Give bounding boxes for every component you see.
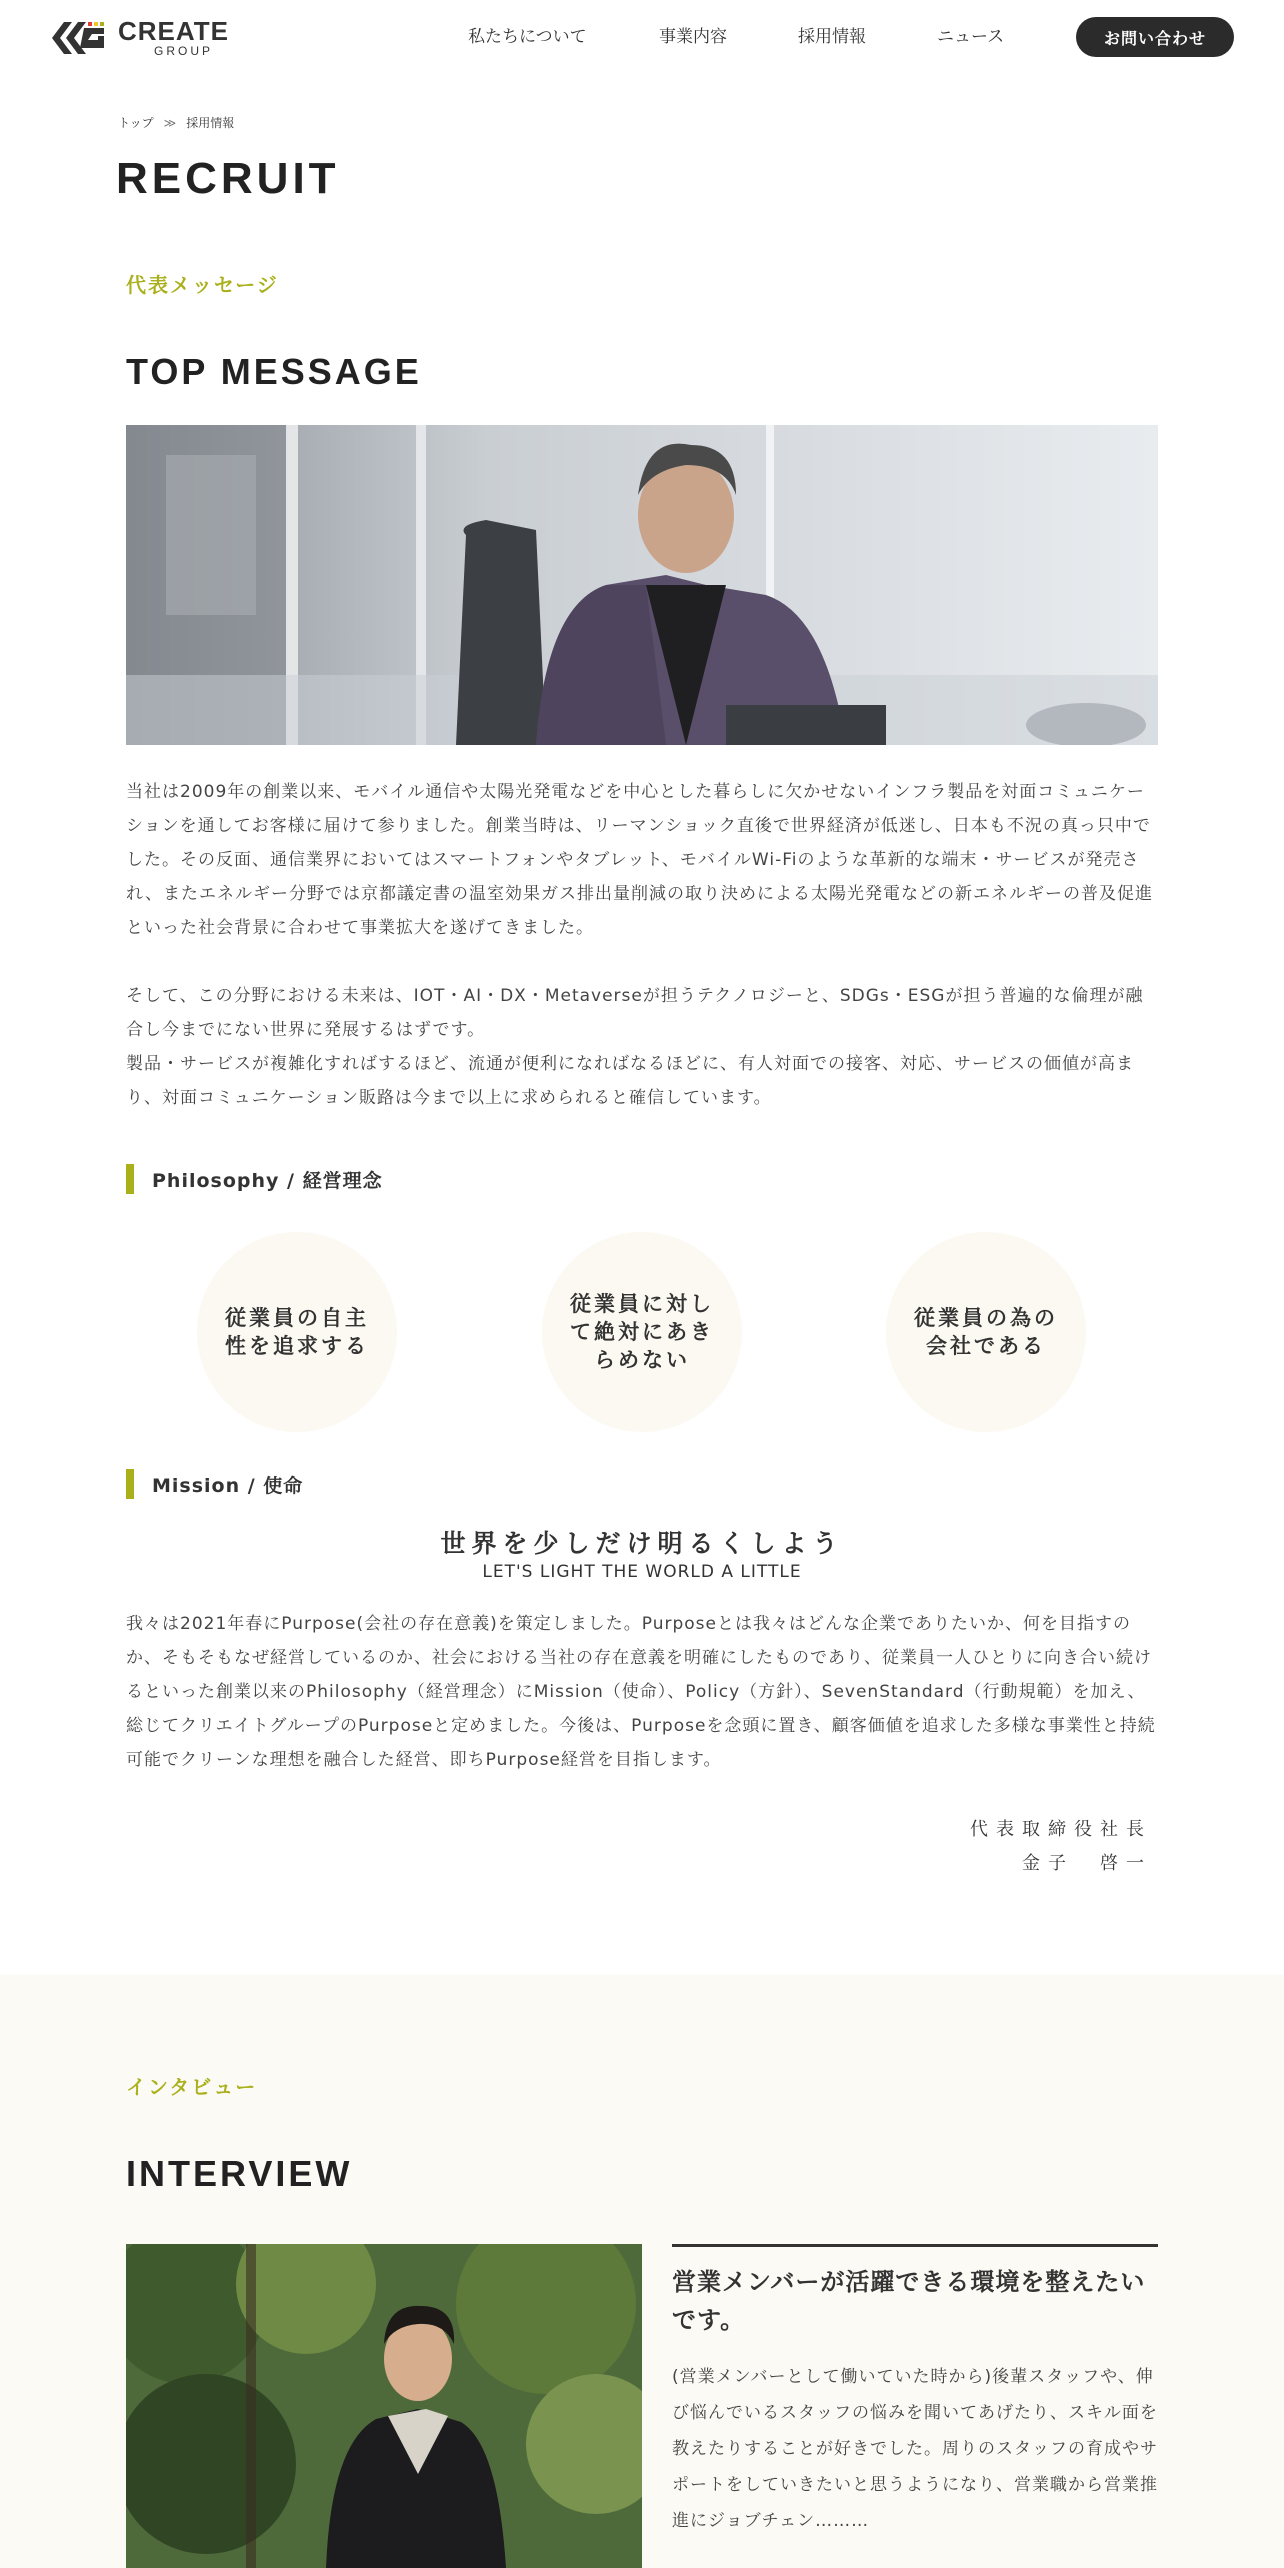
breadcrumb-separator-icon: ≫ <box>163 116 177 130</box>
page-title: RECRUIT <box>116 154 340 203</box>
top-message-heading: TOP MESSAGE <box>126 351 422 392</box>
ceo-photo <box>126 425 1158 745</box>
philosophy-circle <box>886 1232 1086 1432</box>
interview-card-title: 営業メンバーが活躍できる環境を整えたいです。 <box>672 2268 1146 2334</box>
mission-body: 我々は2021年春にPurpose(会社の存在意義)を策定しました。Purposeとは我々はどんな企業でありたいか、何を目指すのか、そもそもなぜ経営しているのか、社会における当社の存在意義を明確にしたものであり、従業員一人ひとりに向き合い続けるといった創業以来のPhilosophy（経営理念）にMission（使命）、Policy（方針）、SevenStandard（行動規範）を加え、総じてクリエイトグループのPurposeと定めました。今後は、Purposeを念頭に置き、顧客価値を追求した多様な事業性と持続可能でクリーンな理想を融合した経営、即ちPurpose経営を目指します。 <box>126 1614 1156 1770</box>
signature-name: 金子 啓一 <box>1022 1853 1152 1874</box>
philosophy-circle-text: 従業員に対して絶対にあきらめない <box>570 1292 714 1372</box>
nav-about[interactable]: 私たちについて <box>468 27 587 47</box>
ceo-photo-image <box>126 425 1158 745</box>
top-message-paragraph: そして、この分野における未来は、IOT・AI・DX・Metaverseが担うテクノロジーと、SDGs・ESGが担う普遍的な倫理が融合し今までにない世界に発展するはずです。 <box>126 986 1144 1040</box>
site-header <box>0 0 1284 76</box>
philosophy-circle-text: 従業員の為の会社である <box>914 1306 1058 1358</box>
philosophy-circle <box>197 1232 397 1432</box>
mission-heading-text: Mission / 使命 <box>152 1474 304 1497</box>
interview-photo-image <box>126 2244 642 2568</box>
logo-subtext: GROUP <box>154 44 214 58</box>
interview-label: インタビュー <box>126 2075 258 2099</box>
top-message-body <box>126 775 1158 1115</box>
breadcrumb-home[interactable]: トップ <box>118 116 154 130</box>
nav-recruit[interactable]: 採用情報 <box>798 27 866 47</box>
interview-card[interactable] <box>672 2244 1158 2539</box>
heading-accent-bar <box>126 1469 134 1499</box>
mission-title: 世界を少しだけ明るくしよう <box>440 1529 844 1558</box>
breadcrumb-current: 採用情報 <box>186 116 235 130</box>
breadcrumb <box>118 115 234 131</box>
top-message-paragraph: 製品・サービスが複雑化すればするほど、流通が便利になればなるほどに、有人対面での接客、対応、サービスの価値が高まり、対面コミュニケーション販路は今まで以上に求められると確信しています。 <box>126 1054 1134 1108</box>
philosophy-circle-text: 従業員の自主性を追求する <box>225 1306 369 1358</box>
interview-photo[interactable] <box>126 2244 642 2568</box>
logo[interactable] <box>50 14 260 62</box>
interview-card-text: (営業メンバーとして働いていた時から)後輩スタッフや、伸び悩んでいるスタッフの悩みを聞いてあげたり、スキル面を教えたりすることが好きでした。周りのスタッフの育成やサポートをしていきたいと思うようになり、営業職から営業推進にジョブチェン……… <box>672 2367 1158 2531</box>
logo-mark-icon <box>50 18 106 58</box>
signature-title: 代表取締役社長 <box>970 1819 1152 1840</box>
philosophy-circle <box>542 1232 742 1432</box>
philosophy-heading-text: Philosophy / 経営理念 <box>152 1169 383 1192</box>
philosophy-heading <box>126 1164 383 1194</box>
top-message-paragraph: 当社は2009年の創業以来、モバイル通信や太陽光発電などを中心とした暮らしに欠かせないインフラ製品を対面コミュニケーションを通してお客様に届けて参りました。創業当時は、リーマンショック直後で世界経済が低迷し、日本も不況の真っ只中でした。その反面、通信業界においてはスマートフォンやタブレット、モバイルWi-Fiのような革新的な端末・サービスが発売され、またエネルギー分野では京都議定書の温室効果ガス排出量削減の取り決めによる太陽光発電などの新エネルギーの普及促進といった社会背景に合わせて事業拡大を遂げてきました。 <box>126 782 1154 938</box>
top-message-label: 代表メッセージ <box>126 273 279 297</box>
mission-subtitle: LET'S LIGHT THE WORLD A LITTLE <box>482 1562 802 1582</box>
interview-heading: INTERVIEW <box>126 2153 353 2194</box>
contact-button[interactable]: お問い合わせ <box>1076 17 1234 57</box>
nav-news[interactable]: ニュース <box>937 27 1005 47</box>
heading-accent-bar <box>126 1164 134 1194</box>
logo-text: CREATE <box>118 16 229 46</box>
mission-heading <box>126 1469 303 1499</box>
nav-business[interactable]: 事業内容 <box>659 27 727 47</box>
